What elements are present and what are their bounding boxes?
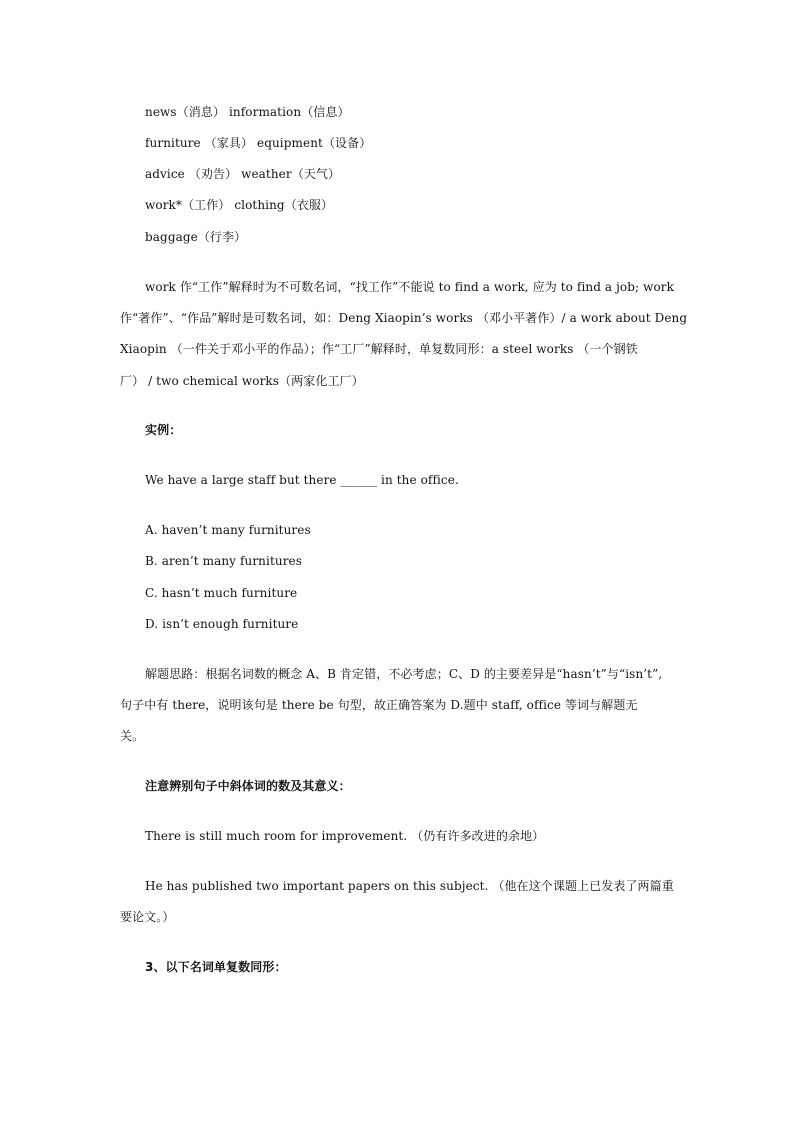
- note-heading: 注意辨别句子中斜体词的数及其意义：: [145, 779, 351, 793]
- paragraph-line: 句子中有 there，说明该句是 there be 句型，故正确答案为 D.题中 staff, office 等词与解题无: [120, 698, 638, 712]
- vocab-line: news（消息） information（信息）: [145, 105, 350, 119]
- vocab-line: baggage（行李）: [145, 230, 247, 244]
- vocab-line: furniture （家具） equipment（设备）: [145, 136, 372, 150]
- paragraph-line: 解题思路：根据名词数的概念 A、B 肯定错，不必考虑；C、D 的主要差异是“hasn’t”与“isn’t”,: [145, 667, 663, 681]
- paragraph-line: 关。: [120, 729, 145, 743]
- paragraph-line: work 作“工作”解释时为不可数名词，“找工作”不能说 to find a work, 应为 to find a job; work: [145, 280, 674, 294]
- example-heading: 实例：: [145, 423, 182, 437]
- note-example-line: 要论文。）: [120, 910, 175, 924]
- vocab-line: advice （劝告） weather（天气）: [145, 167, 341, 181]
- paragraph-line: Xiaopin （一件关于邓小平的作品）；作“工厂”解释时，单复数同形：a steel works （一个钢铁: [120, 342, 638, 356]
- note-example-line: There is still much room for improvement. （仍有许多改进的余地）: [145, 829, 545, 843]
- vocab-line: work*（工作） clothing（衣服）: [145, 198, 334, 212]
- option-b: B. aren’t many furnitures: [145, 554, 302, 568]
- option-d: D. isn’t enough furniture: [145, 617, 299, 631]
- option-c: C. hasn’t much furniture: [145, 586, 298, 600]
- paragraph-line: 厂） / two chemical works（两家化工厂）: [120, 374, 364, 388]
- note-example-line: He has published two important papers on this subject. （他在这个课题上已发表了两篇重: [145, 879, 674, 893]
- paragraph-line: 作“著作”、“作品”解时是可数名词，如：Deng Xiaopin’s works （邓小平著作）/ a work about Deng: [120, 311, 688, 325]
- section-heading: 3、以下名词单复数同形：: [145, 960, 287, 974]
- option-a: A. haven’t many furnitures: [145, 523, 311, 537]
- question-text: We have a large staff but there ______ in the office.: [145, 473, 459, 487]
